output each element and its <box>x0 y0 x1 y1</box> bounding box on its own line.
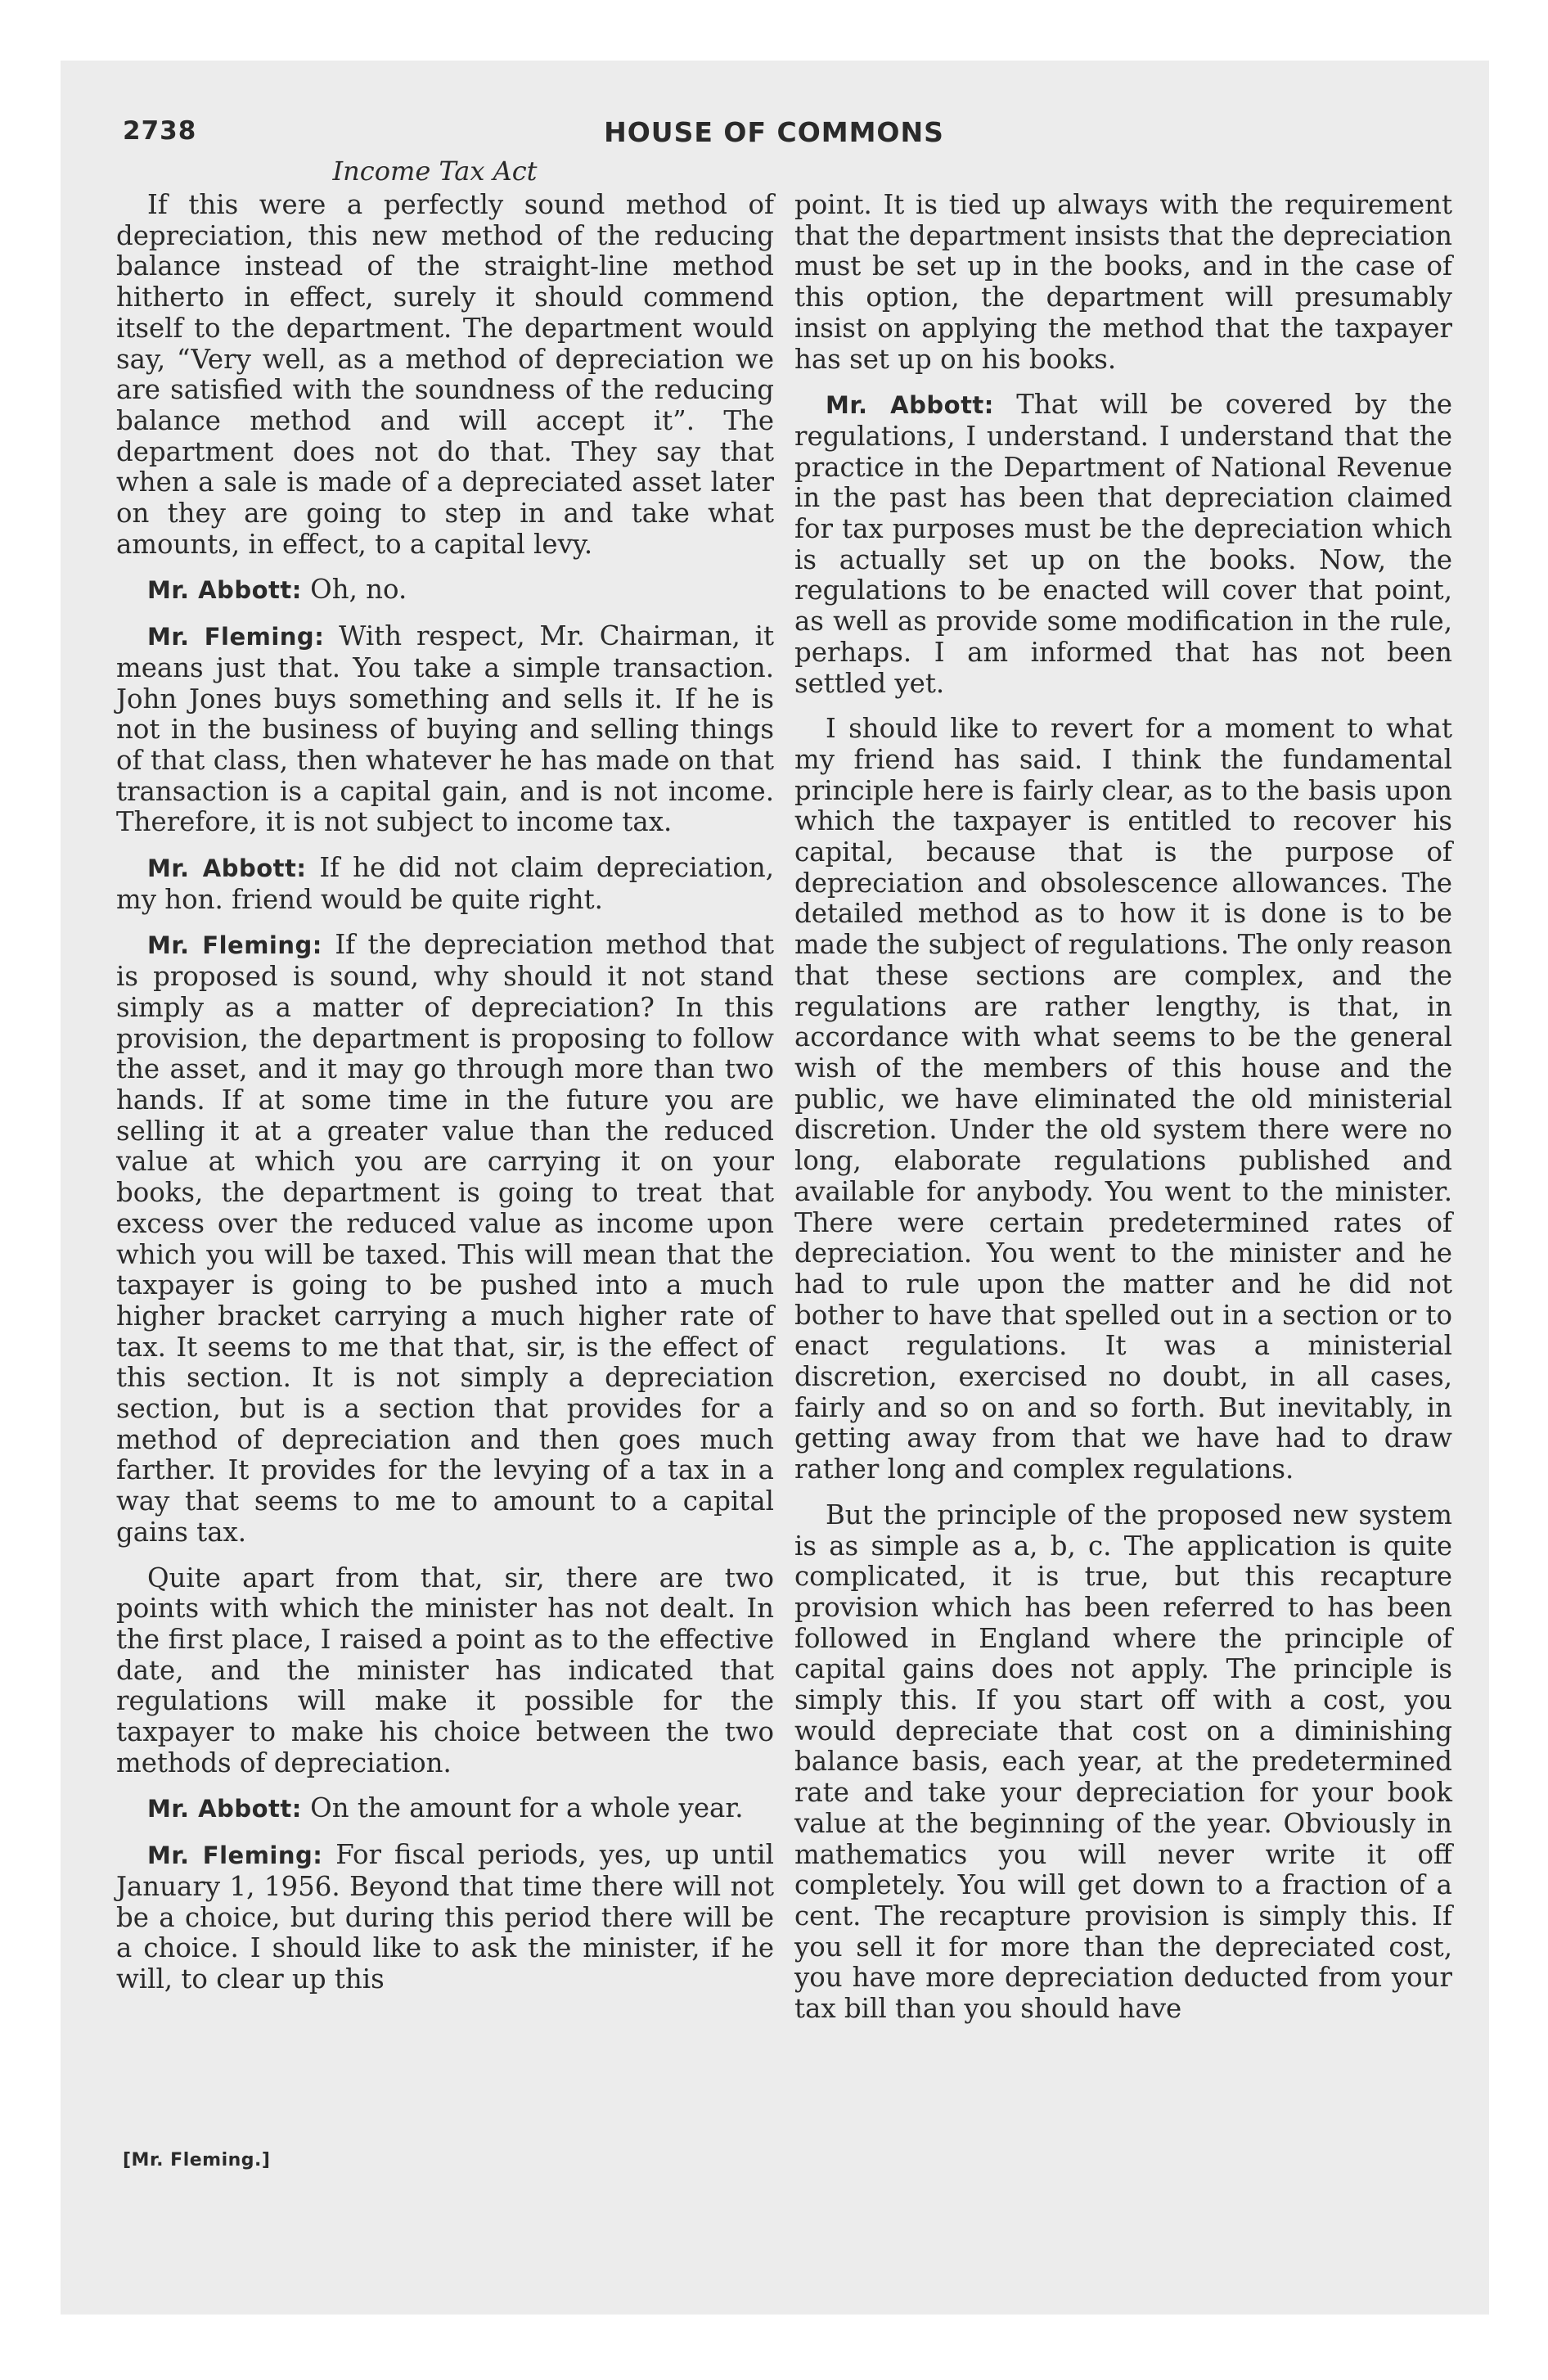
paragraph <box>794 1500 1452 2025</box>
paragraph <box>116 1793 774 1825</box>
paragraph-text: point. It is tied up always with the requirement that the department insists that the depreciation must be set up in the books, and in the case of this option, the department will presumably insist on applying the method that the taxpayer has set up on his books. <box>794 189 1452 375</box>
footer-speaker-note: [Mr. Fleming.] <box>123 2150 271 2170</box>
running-head: HOUSE OF COMMONS <box>604 116 944 148</box>
paragraph-text: If the depreciation method that is proposed is sound, why should it not stand simply as a matter of depreciation? In this provision, the department is proposing to follow the asset, and it may go through more than two hands. If at some time in the future you are selling it at a greater value than the reduced value at which you are carrying it on your books, the department is going to treat that excess over the reduced value as income upon which you will be taxed. This will mean that the taxpayer is going to be pushed into a much higher bracket carrying a much higher rate of tax. It seems to me that that, sir, is the effect of this section. It is not simply a depreciation section, but is a section that provides for a method of depreciation and then goes much farther. It provides for the levying of a tax in a way that seems to me to amount to a capital gains tax. <box>116 929 774 1548</box>
paragraph <box>794 190 1452 375</box>
paragraph-text: I should like to revert for a moment to what my friend has said. I think the fundamental principle here is fairly clear, as to the basis upon which the taxpayer is entitled to recover his capital, because that is the purpose of depreciation and obsolescence allowances. The detailed method as to how it is done is to be made the subject of regulations. The only reason that these sections are complex, and the regulations are rather lengthy, is that, in accordance with what seems to be the general wish of the members of this house and the public, we have eliminated the old ministerial discretion. Under the old system there were no long, elaborate regulations published and available for anybody. You went to the minister. There were certain predetermined rates of depreciation. You went to the minister and he had to rule upon the matter and he did not bother to have that spelled out in a section or to enact regulations. It was a ministerial discretion, exercised no doubt, in all cases, fairly and so on and so forth. But inevitably, in getting away from that we have had to draw rather long and complex regulations. <box>794 713 1452 1485</box>
paragraph <box>116 621 774 838</box>
speaker-name: Mr. Fleming: <box>147 623 325 651</box>
paragraph-text: That will be covered by the regulations, I understand. I understand that the practice in the Department of National Revenue in the past has been that depreciation claimed for tax purposes must be the depreciation which is actually set up on the books. Now, the regulations to be enacted will cover that point, as well as provide some modification in the rule, perhaps. I am informed that has not been settled yet. <box>794 389 1452 699</box>
paragraph-text: If he did not claim depreciation, my hon. friend would be quite right. <box>116 852 774 915</box>
paragraph-text: If this were a perfectly sound method of depreciation, this new method of the reducing balance instead of the straight-line method hitherto in effect, surely it should commend itself to the department. The department would say, “Very well, as a method of depreciation we are satisfied with the soundness of the reducing balance method and will accept it”. The department does not do that. They say that when a sale is made of a depreciated asset later on they are going to step in and take what amounts, in effect, to a capital levy. <box>116 189 774 560</box>
left-column <box>116 190 774 2010</box>
paragraph <box>116 575 774 606</box>
section-title: Income Tax Act <box>332 156 538 187</box>
paragraph <box>794 714 1452 1485</box>
paragraph <box>794 390 1452 699</box>
speaker-name: Mr. Abbott: <box>147 854 307 883</box>
paragraph <box>116 1563 774 1779</box>
paragraph <box>116 853 774 915</box>
paragraph-text: But the principle of the proposed new system is as simple as a, b, c. The application is quite complicated, it is true, but this recapture provision which has been referred to has been followed in England where the principle of capital gains does not apply. The principle is simply this. If you start off with a cost, you would depreciate that cost on a diminishing balance basis, each year, at the predetermined rate and take your depreciation for your book value at the beginning of the year. Obviously in mathematics you will never write it off completely. You will get down to a fraction of a cent. The recapture provision is simply this. If you sell it for more than the depreciated cost, you have more depreciation deducted from your tax bill than you should have <box>794 1499 1452 2025</box>
paragraph-text: With respect, Mr. Chairman, it means just that. You take a simple transaction. John Jones buys something and sells it. If he is not in the business of buying and selling things of that class, then whatever he has made on that transaction is a capital gain, and is not income. Therefore, it is not subject to income tax. <box>116 620 774 838</box>
paragraph <box>116 1840 774 1995</box>
page-number: 2738 <box>123 116 197 146</box>
paragraph-text: Oh, no. <box>310 574 407 606</box>
paragraph-text: Quite apart from that, sir, there are two points with which the minister has not dealt. In the first place, I raised a point as to the effective date, and the minister has indicated that regulations will make it possible for the taxpayer to make his choice between the two methods of depreciation. <box>116 1562 774 1778</box>
speaker-name: Mr. Abbott: <box>826 391 994 420</box>
paragraph-text: For fiscal periods, yes, up until January 1, 1956. Beyond that time there will not be a choice, but during this period there will be a choice. I should like to ask the minister, if he will, to clear up this <box>116 1839 775 1995</box>
right-column <box>794 190 1452 2040</box>
paragraph <box>116 190 774 560</box>
paragraph <box>116 930 774 1548</box>
speaker-name: Mr. Abbott: <box>147 576 302 605</box>
paragraph-text: On the amount for a whole year. <box>310 1792 744 1824</box>
speaker-name: Mr. Fleming: <box>147 1841 323 1870</box>
speaker-name: Mr. Abbott: <box>147 1795 302 1823</box>
speaker-name: Mr. Fleming: <box>147 931 322 960</box>
